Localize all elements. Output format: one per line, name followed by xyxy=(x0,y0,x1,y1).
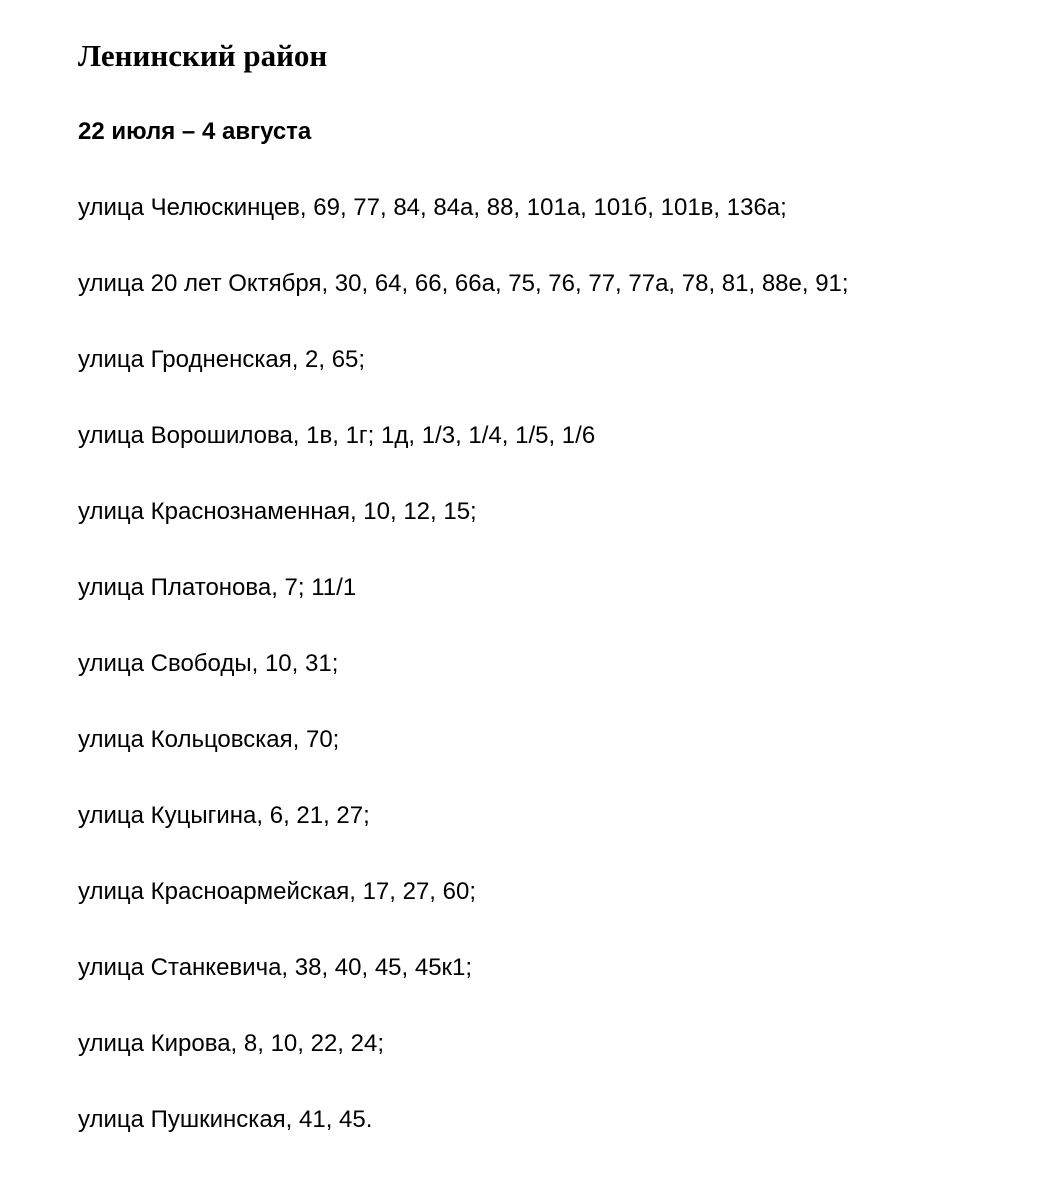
street-item: улица 20 лет Октября, 30, 64, 66, 66а, 75, 76, 77, 77а, 78, 81, 88е, 91; xyxy=(78,270,849,297)
district-title: Ленинский район xyxy=(78,38,328,73)
street-item: улица Красноармейская, 17, 27, 60; xyxy=(78,878,477,905)
street-list xyxy=(78,190,849,1178)
street-item: улица Платонова, 7; 11/1 xyxy=(78,574,357,601)
date-range: 22 июля – 4 августа xyxy=(78,118,312,145)
street-item: улица Куцыгина, 6, 21, 27; xyxy=(78,802,370,829)
street-item: улица Челюскинцев, 69, 77, 84, 84а, 88, 101а, 101б, 101в, 136а; xyxy=(78,194,787,221)
street-item: улица Свободы, 10, 31; xyxy=(78,650,339,677)
street-item: улица Пушкинская, 41, 45. xyxy=(78,1106,373,1133)
street-item: улица Кирова, 8, 10, 22, 24; xyxy=(78,1030,384,1057)
street-item: улица Станкевича, 38, 40, 45, 45к1; xyxy=(78,954,473,981)
street-item: улица Ворошилова, 1в, 1г; 1д, 1/3, 1/4, 1/5, 1/6 xyxy=(78,422,596,449)
street-item: улица Краснознаменная, 10, 12, 15; xyxy=(78,498,477,525)
street-item: улица Гродненская, 2, 65; xyxy=(78,346,366,373)
street-item: улица Кольцовская, 70; xyxy=(78,726,340,753)
